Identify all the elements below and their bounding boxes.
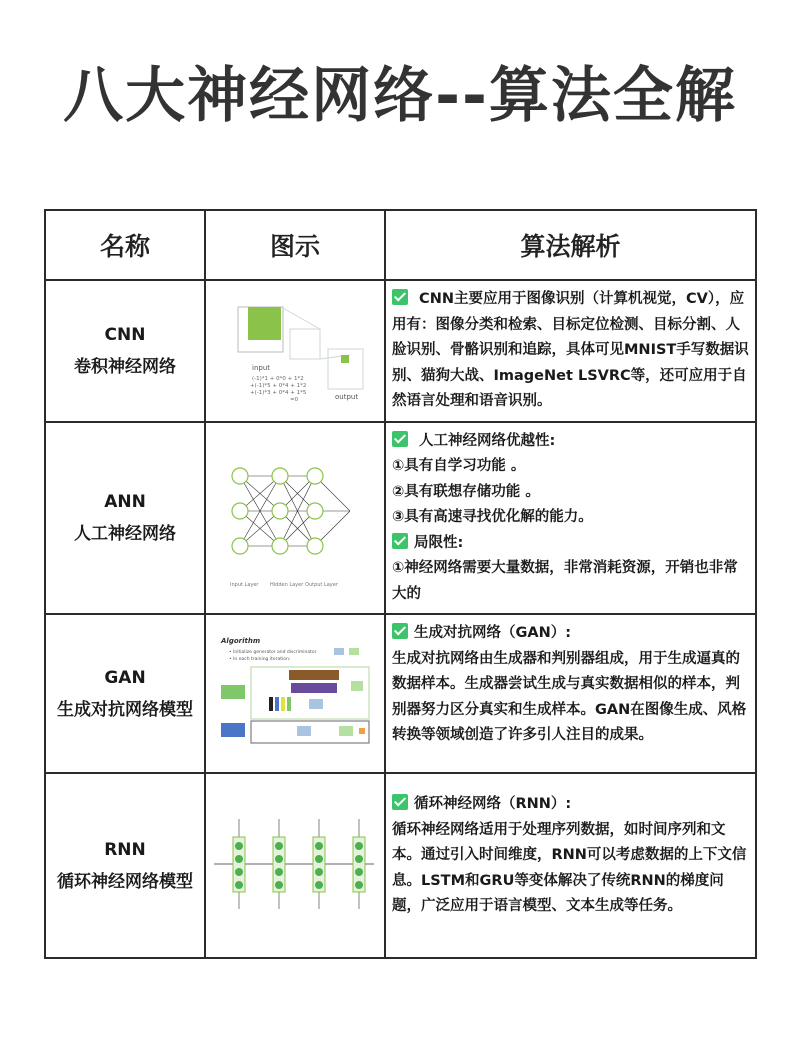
analysis-cell	[385, 614, 756, 773]
learning-g	[221, 723, 245, 737]
analysis-cell	[385, 422, 756, 615]
diagram-cell	[205, 614, 385, 773]
svg-text:+(-1)*3 + 0*4 + 1*5: +(-1)*3 + 0*4 + 1*5	[250, 389, 307, 396]
check-icon	[392, 533, 408, 549]
table-row-cnn	[45, 280, 756, 422]
abbr: ANN	[104, 491, 146, 512]
rnn-diagram	[209, 809, 381, 919]
output-label: output	[335, 392, 359, 401]
table-row-gan	[45, 614, 756, 773]
check-icon	[392, 794, 408, 810]
svg-text:(-1)*1 + 0*0 + 1*2: (-1)*1 + 0*0 + 1*2	[252, 375, 304, 382]
kernel-highlight	[248, 307, 281, 340]
input-layer-label: Input Layer	[230, 581, 259, 588]
name-cell	[45, 614, 205, 773]
algorithm-table	[44, 209, 757, 959]
full-name: 人工神经网络	[74, 523, 176, 544]
abbr: GAN	[104, 667, 146, 688]
diagram-cell	[205, 773, 385, 958]
algorithm-line: • Initialize generator and discriminator	[229, 650, 317, 655]
desc-line: ①具有自学习功能 。	[392, 458, 526, 474]
svg-text:=0: =0	[290, 396, 299, 403]
algorithm-line: • In each training iteration:	[229, 657, 291, 662]
abbr: CNN	[104, 324, 146, 345]
name-cell	[45, 280, 205, 422]
gan-diagram	[209, 629, 381, 754]
full-name: 卷积神经网络	[74, 356, 176, 377]
desc-line: 局限性:	[392, 531, 749, 557]
desc-line: 生成对抗网络由生成器和判别器组成，用于生成逼真的数据样本。生成器尝试生成与真实数据相似的样本，判别器努力区分真实和生成样本。GAN在图像生成、风格转换等领域创造了许多引人注目的成果。	[392, 650, 747, 743]
full-name: 循环神经网络模型	[57, 871, 193, 892]
check-icon	[392, 431, 408, 447]
desc-line: ③具有高速寻找优化解的能力。	[392, 509, 593, 525]
desc-line: CNN主要应用于图像识别（计算机视觉，CV），应用有：图像分类和检索、目标定位检测、目标分割、人脸识别、骨骼识别和追踪，具体可见MNIST手写数据识别、猫狗大战、ImageNet LSVRC等，还可应用于自然语言处理和语音识别。	[392, 291, 749, 409]
svg-text:+(-1)*5 + 0*4 + 1*2: +(-1)*5 + 0*4 + 1*2	[250, 382, 307, 389]
desc-line: 循环神经网络（RNN）:	[392, 792, 749, 818]
table-row-ann	[45, 422, 756, 615]
neurons	[232, 468, 323, 554]
abbr: RNN	[104, 839, 146, 860]
full-name: 生成对抗网络模型	[57, 699, 193, 720]
desc-line: 人工神经网络优越性:	[392, 429, 749, 455]
diagram-cell	[205, 422, 385, 615]
table-row-rnn	[45, 773, 756, 958]
check-icon	[392, 623, 408, 639]
input-label: input	[252, 363, 271, 372]
name-cell	[45, 422, 205, 615]
table-header-row	[45, 210, 756, 280]
analysis-cell	[385, 280, 756, 422]
algorithm-heading: Algorithm	[221, 637, 261, 645]
check-icon	[392, 289, 408, 305]
output-highlight	[341, 355, 349, 363]
desc-line: 生成对抗网络（GAN）:	[392, 621, 749, 647]
cnn-diagram	[210, 289, 380, 409]
header-diagram: 图示	[205, 210, 385, 280]
diagram-cell	[205, 280, 385, 422]
analysis-cell	[385, 773, 756, 958]
header-name: 名称	[45, 210, 205, 280]
connections	[240, 476, 350, 546]
hidden-layer-label: Hidden Layer	[270, 581, 304, 588]
name-cell	[45, 773, 205, 958]
desc-line: 循环神经网络适用于处理序列数据，如时间序列和文本。通过引入时间维度，RNN可以考虑数据的上下文信息。LSTM和GRU等变体解决了传统RNN的梯度问题，广泛应用于语言模型、文本生成等任务。	[392, 821, 747, 914]
page-title: 八大神经网络--算法全解	[63, 61, 737, 131]
ann-diagram	[210, 441, 380, 591]
desc-line: ②具有联想存储功能 。	[392, 483, 540, 500]
output-layer-label: Output Layer	[305, 581, 338, 588]
learning-d	[221, 685, 245, 699]
header-analysis: 算法解析	[385, 210, 756, 280]
desc-line: ①神经网络需要大量数据，非常消耗资源，开销也非常大的	[392, 560, 738, 602]
